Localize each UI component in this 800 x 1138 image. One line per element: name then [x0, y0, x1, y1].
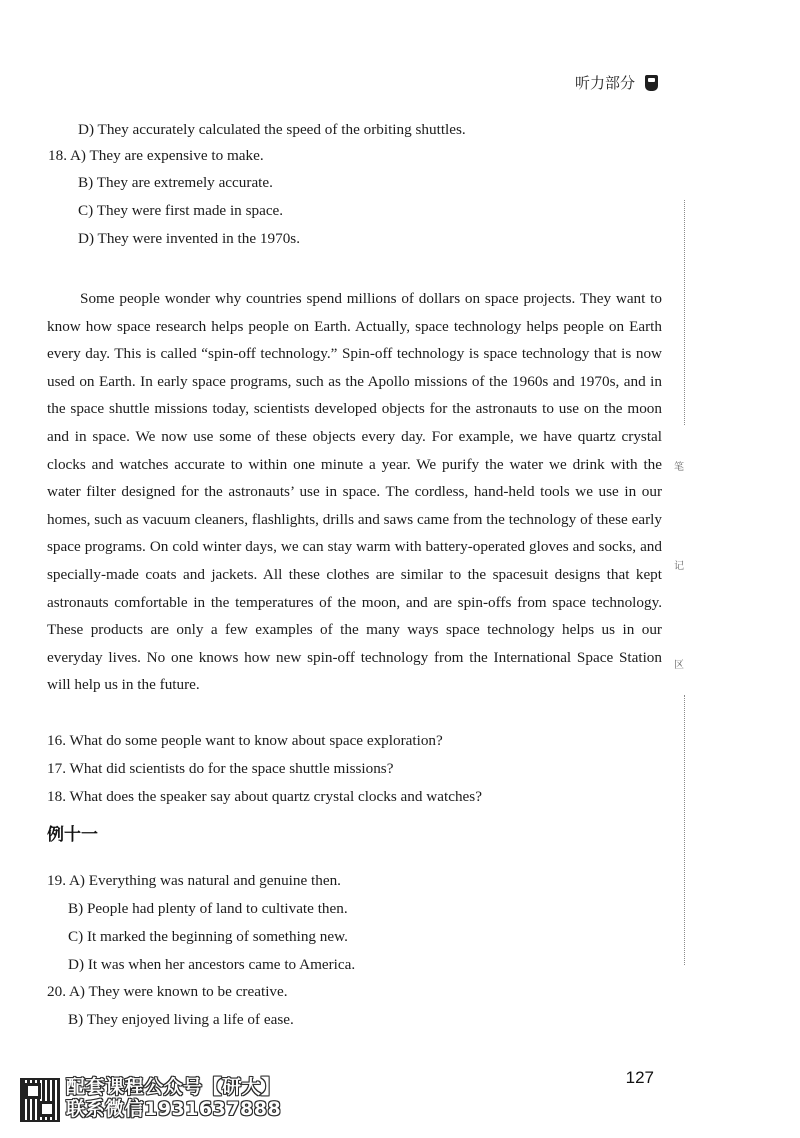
footer-watermark [20, 1078, 281, 1122]
notes-rule-bottom [684, 695, 685, 965]
notes-label-3: 区 [674, 660, 684, 671]
footer-line-2: 联系微信1931637888 [66, 1098, 282, 1120]
notes-label-2: 记 [674, 561, 684, 572]
q20-option-a: A) They were known to be creative. [68, 983, 288, 1000]
q20-option-b: B) They enjoyed living a life of ease. [68, 1011, 294, 1028]
q18-option-d: D) They were invented in the 1970s. [78, 230, 300, 247]
q19-option-a: A) Everything was natural and genuine then. [68, 872, 341, 889]
notes-rule-top [684, 200, 685, 425]
footer-text [66, 1078, 281, 1122]
listening-passage: Some people wonder why countries spend millions of dollars on space projects. They want to know how space research helps people on Earth. Actually, space technology helps people on Earth every day. This is called “spin-off technology.” Spin-off technology is space technology that is now used on Earth. In early space programs, such as the Apollo missions of the 1960s and 1970s, and in the space shuttle missions today, scientists developed objects for the astronauts to use on the moon and in space. We now use some of these objects every day. For example, we have quartz crystal clocks and watches accurate to within one minute a year. We purify the water we drink with the water filter designed for the astronauts’ use in space. The cordless, hand-held tools we use in our homes, such as vacuum cleaners, flashlights, drills and saws came from the technology of these early space programs. On cold winter days, we can stay warm with battery-operated gloves and socks, and specially-made coats and jackets. All these clothes are similar to the spacesuit designs that kept astronauts comfortable in the temperatures of the moon, and are spin-offs from space technology. These products are only a few examples of the many ways space technology helps us in our everyday lives. No one knows how new spin-off technology from the International Space Station will help us in the future. [47, 290, 662, 694]
section-title: 例十一 [47, 825, 98, 845]
q18-item [48, 146, 264, 166]
page-number: 127 [625, 1068, 654, 1087]
question-17: 17. What did scientists do for the space shuttle missions? [47, 760, 394, 777]
question-16: 16. What do some people want to know about space exploration? [47, 732, 443, 749]
q18-option-c: C) They were first made in space. [78, 202, 284, 219]
headphones-icon [645, 75, 658, 91]
q19-option-d: D) It was when her ancestors came to America. [68, 956, 356, 973]
q17-option-d: D) They accurately calculated the speed of the orbiting shuttles. [78, 121, 466, 138]
notes-label-1: 笔 [674, 462, 684, 473]
q19-option-c: C) It marked the beginning of something new. [68, 928, 348, 945]
q19-item [47, 871, 341, 891]
running-header [575, 72, 658, 93]
question-18: 18. What does the speaker say about quartz crystal clocks and watches? [47, 788, 482, 805]
q18-option-b: B) They are extremely accurate. [78, 174, 273, 191]
q19-option-b: B) People had plenty of land to cultivate then. [68, 900, 348, 917]
footer-line-1: 配套课程公众号【研大】 [66, 1076, 281, 1098]
q19-number: 19. [47, 872, 66, 889]
q18-number: 18. [48, 147, 67, 164]
q20-item [47, 982, 288, 1002]
qr-code-icon [20, 1078, 60, 1122]
q18-option-a: A) They are expensive to make. [69, 147, 264, 164]
q20-number: 20. [47, 983, 66, 1000]
header-title: 听力部分 [574, 74, 635, 92]
